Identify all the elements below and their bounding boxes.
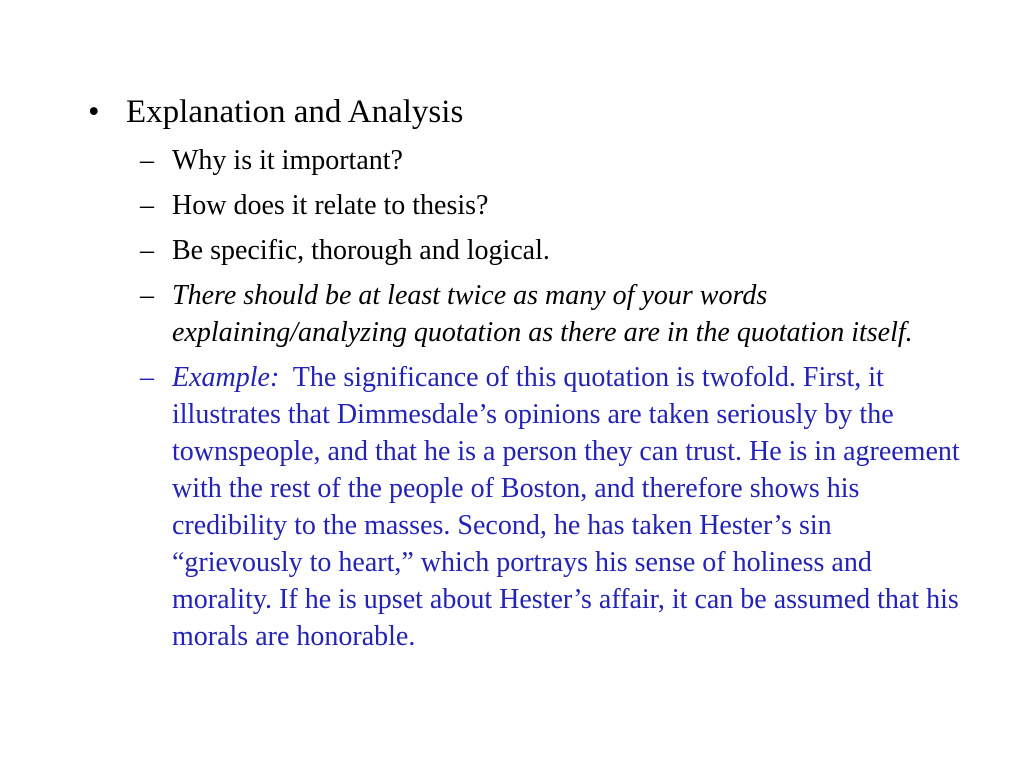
sub-bullet-word-count bbox=[140, 277, 960, 351]
dash-marker: – bbox=[140, 190, 154, 221]
example-text: The significance of this quotation is twofold. First, it illustrates that Dimmesdale’s opinions are taken seriously by the townspeople, and that he is a person they can trust. He is in agreement with the rest of the people of Boston, and therefore shows his credibility to the masses. Second, he has taken Hester’s sin “grievously to heart,” which portrays his sense of holiness and morality. If he is upset about Hester’s affair, it can be assumed that his morals are honorable. bbox=[172, 362, 960, 652]
sub-bullet-text: Be specific, thorough and logical. bbox=[172, 235, 550, 266]
dash-marker: – bbox=[140, 145, 154, 176]
dash-marker: – bbox=[140, 280, 154, 311]
dash-marker: – bbox=[140, 362, 154, 393]
sub-bullet-thesis bbox=[140, 187, 960, 224]
sub-bullet-text: How does it relate to thesis? bbox=[172, 190, 489, 221]
example-label: Example: bbox=[172, 362, 280, 393]
sub-bullet-importance bbox=[140, 142, 960, 179]
sub-bullet-text: Why is it important? bbox=[172, 145, 403, 176]
main-bullet-text: Explanation and Analysis bbox=[126, 94, 464, 130]
sub-bullet-example bbox=[140, 359, 960, 655]
sub-bullet-list bbox=[140, 142, 960, 655]
sub-bullet-text: There should be at least twice as many of your words explaining/analyzing quotation as there are in the quotation itself. bbox=[172, 280, 913, 348]
bullet-marker: • bbox=[88, 94, 100, 130]
sub-bullet-specific bbox=[140, 232, 960, 269]
dash-marker: – bbox=[140, 235, 154, 266]
